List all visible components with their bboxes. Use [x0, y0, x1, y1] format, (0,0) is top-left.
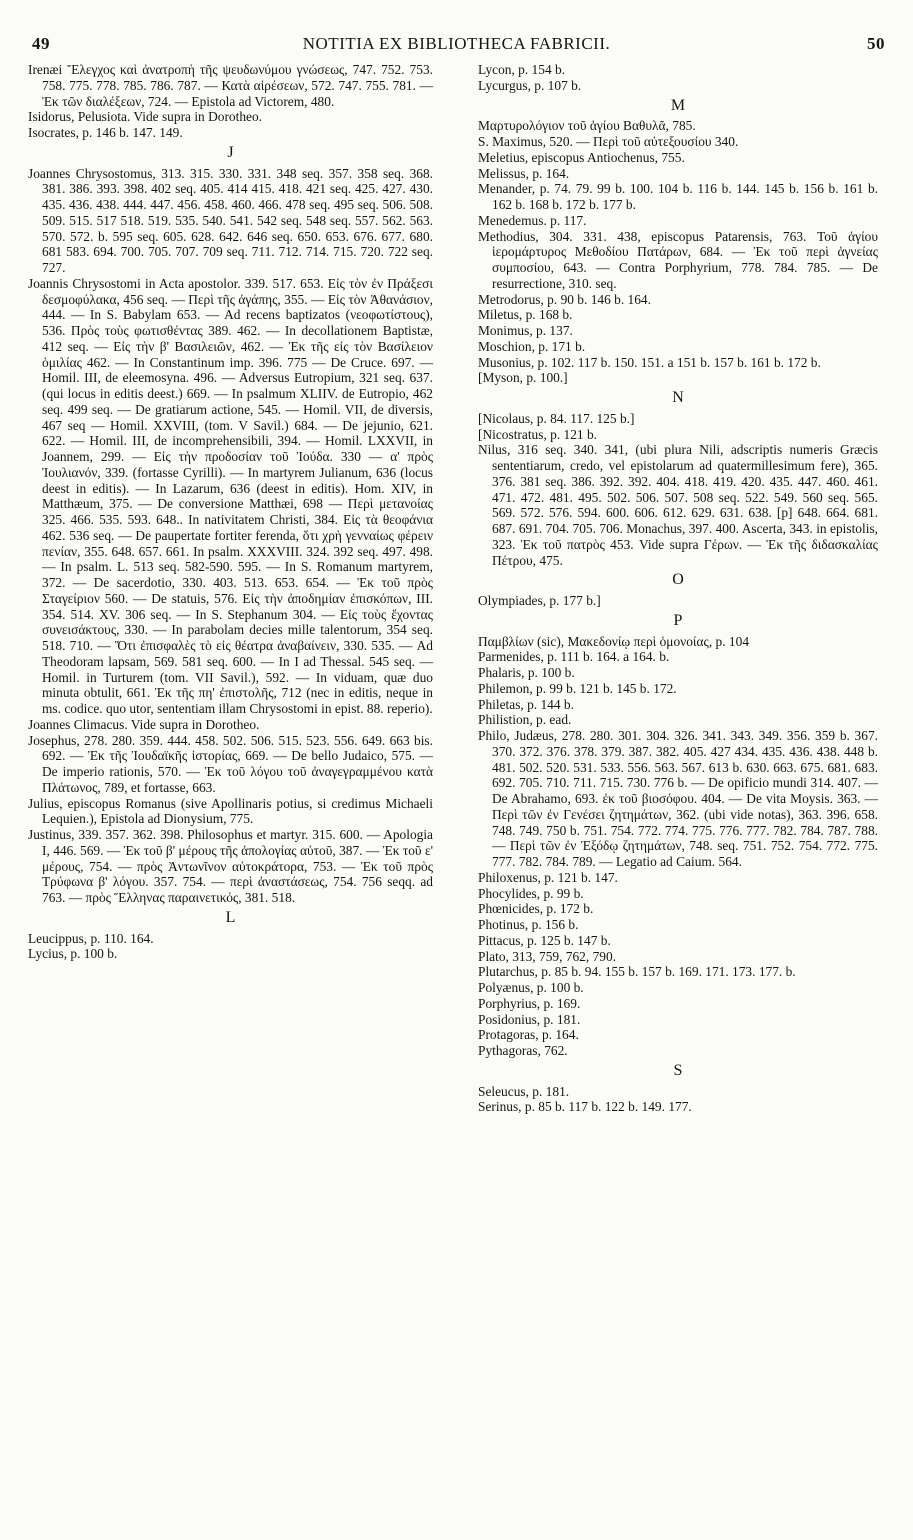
- index-entry: [Myson, p. 100.]: [478, 370, 568, 386]
- index-entry: Μαρτυρολόγιον τοῦ ἁγίου Βαθυλᾶ, 785.: [478, 118, 696, 134]
- index-entry: Josephus, 278. 280. 359. 444. 458. 502. 506. 515. 523. 556. 649. 663 bis. 692. — Ἐκ τῆς Ἰουδαϊκῆς ἱστορίας, 669. — De bello Judaico, 575. — De imperio rationis, 570. — Ἐκ τοῦ λόγου τοῦ ἀναγεγραμμένου κατὰ Πλάτωνος, 789, et fortasse, 663.: [28, 732, 433, 795]
- index-entry: [Nicolaus, p. 84. 117. 125 b.]: [478, 410, 635, 426]
- index-entry: Moschion, p. 171 b.: [478, 338, 586, 354]
- index-entry: Pythagoras, 762.: [478, 1043, 568, 1058]
- index-entry: Olympiades, p. 177 b.]: [478, 593, 601, 608]
- right-column: [478, 62, 878, 1115]
- index-entry: Lycurgus, p. 107 b.: [478, 77, 582, 93]
- index-entry: Meletius, episcopus Antiochenus, 755.: [478, 149, 685, 165]
- index-entry: Joannis Chrysostomi in Acta apostolor. 339. 517. 653. Εἰς τὸν ἐν Πράξεσι δεσμοφύλακα, 456 seq. — Περὶ τῆς ἀγάπης, 355. — Εἰς τὸν Ἀθανάσιον, 444. — In S. Babylam 653. — Ad recens baptizatos (νεοφωτίστους), 536. Πρὸς τοὺς φωτισθέντας 389. 462. — In decollationem Baptistæ, 412 seq. — Εἰς τὴν β' Βασιλειῶν, 462. — Ἐκ τῆς εἰς τὸν Βασίλειον ὁμιλίας 462. — In Constantinum imp. 396. 775 — De Cruce. 697. — Homil. III, de eleemosyna. 496. — Adversus Eutropium, 321 seq. 637. (qui locus in editis deest.) 669. — In psalmum XLIIV. de Eutropio, 462 seq. 499 seq. — De gratiarum actione, 545. — Homil. VII, de diversis, 467 seq — Homil. XXVIII, (tom. V Savil.) 684. — De jejunio, 621. 622. — Homil. III, de incomprehensibili, 394. — Homil. LXXVII, in Joannem, 299. — Εἰς τὴν προδοσίαν τοῦ Ἰούδα. 330 — α' πρὸς Ἰουλιανόν, 339. (fortasse Cyrilli). — In martyrem Julianum, 636 (locus deest in editis). — In Lazarum, 636 (deest in editis). Hom. XIV, in Matthæum, 375. — De conversione Matthæi, 698 — Περὶ μετανοίας 325. 466. 535. 593. 648.. In nativitatem Christi, 384. Εἰς τὰ θεοφάνια 462. 536 seq. — De paupertate fortiter ferenda, ὅτι χρὴ γενναίως φέρειν πενίαν, 355. 648. 657. 661. In psalm. XXXVIII. 324. 392 seq. 497. 498. — In psalm. L. 513 seq. 582-590. 595. — In S. Romanum martyrem, 372. — De sacerdotio, 330. 403. 513. 653. 654. — Ἐκ τοῦ πρὸς Σταγείριον 560. — De statuis, 576. Εἰς τὴν ἀποδημίαν ἐπισκόπων, III. 354. 514. XV. 306 seq. — In S. Stephanum 304. — Εἰς τοὺς ἔχοντας συνεισάκτους, 330. — In parabolam decies mille talentorum, 354 seq. 518. 710. — Ὅτι ἐπισφαλὲς τὸ εἰς θέατρα ἀναβαίνειν, 330. 535. — Ad Theodoram lapsam, 569. 581 seq. 600. — In I ad Thessal. 545 seq. — Homil. in Turturem (tom. VII Savil.), 592. — In viduam, quæ duo minuta obtulit, 661. Ἐκ τῆς πη' ἐπιστολῆς, 712 (nec in editis, neque in ms. codice. quo utor, sententiam illam Chrysostomi in epist. 88. reperio).: [28, 275, 433, 716]
- section-letter: S: [673, 1061, 683, 1079]
- index-entry: Plutarchus, p. 85 b. 94. 155 b. 157 b. 169. 171. 173. 177. b.: [478, 964, 796, 980]
- section-letter: O: [672, 571, 684, 589]
- section-letter: J: [227, 143, 234, 161]
- index-entry: Phocylides, p. 99 b.: [478, 885, 584, 901]
- index-entry: Philo, Judæus, 278. 280. 301. 304. 326. 341. 343. 349. 356. 359 b. 367. 370. 372. 376. 378. 379. 387. 382. 405. 427 434. 435. 436. 438. 448 b. 481. 502. 520. 531. 533. 556. 563. 567. 613 b. 630. 663. 675. 681. 683. 692. 705. 710. 711. 715. 730. 776 b. — De opificio mundi 314. 407. — De Abrahamo, 693. ἐκ τοῦ βιοσόφου. 404. — De vita Moysis. 363. — Περὶ τῶν ἐν Γενέσει ζητημάτων, 362. (ubi vide notas), 363. 396. 658. 748. 749. 750 b. 751. 754. 772. 774. 775. 776. 777. 782. 784. 787. 788. — Περὶ τῶν ἐν Ἐξόδῳ ζητημάτων, 748. seq. 751. 752. 754. 772. 775. 777. 782. 784. 789. — Legatio ad Caium. 564.: [478, 728, 878, 869]
- left-column: [28, 62, 433, 962]
- index-entry: S. Maximus, 520. — Περὶ τοῦ αὐτεξουσίου 340.: [478, 134, 739, 149]
- index-entry: Joannes Chrysostomus, 313. 315. 330. 331. 348 seq. 357. 358 seq. 368. 381. 386. 393. 398. 402 seq. 405. 414 415. 418. 421 seq. 425. 427. 430. 435. 436. 438. 444. 447. 456. 458. 460. 466. 478 seq. 495 seq. 506. 508. 509. 515. 517 518. 519. 535. 540. 541. 542 seq. 548 seq. 557. 562. 563. 570. 572. b. 595 seq. 605. 628. 642. 646 seq. 650. 653. 676. 677. 680. 681 583. 694. 700. 705. 707. 709 seq. 711. 712. 714. 715. 720. 722 seq. 727.: [28, 165, 433, 275]
- index-entry: Menedemus. p. 117.: [478, 212, 587, 228]
- left-page-number: 49: [32, 34, 50, 53]
- index-entry: Menander, p. 74. 79. 99 b. 100. 104 b. 116 b. 144. 145 b. 156 b. 161 b. 162 b. 168 b. 172 b. 177 b.: [478, 181, 878, 212]
- index-entry: Pittacus, p. 125 b. 147 b.: [478, 932, 611, 948]
- index-entry: Justinus, 339. 357. 362. 398. Philosophus et martyr. 315. 600. — Apologia I, 446. 569. — Ἐκ τοῦ β' μέρους τῆς ἀπολογίας αὐτοῦ, 387. — Ἐκ τοῦ ε' μέρους, 754. — πρὸς Ἀντωνῖνον αὐτοκράτορα, 753. — Ἐκ τοῦ πρὸς Τρύφωνα β' λόγου. 357. 754. — περὶ ἀναστάσεως, 754. 756 seqq. ad 763. — πρὸς Ἕλληνας παραινετικός, 381. 518.: [28, 827, 433, 905]
- page-header: [22, 34, 891, 58]
- index-entry: Seleucus, p. 181.: [478, 1083, 570, 1099]
- index-entry: Serinus, p. 85 b. 117 b. 122 b. 149. 177.: [478, 1099, 692, 1115]
- index-entry: Parmenides, p. 111 b. 164. a 164. b.: [478, 649, 670, 665]
- section-letter: N: [672, 389, 684, 406]
- section-letter: M: [670, 96, 686, 114]
- right-page-number: 50: [867, 34, 885, 53]
- index-entry: Miletus, p. 168 b.: [478, 307, 573, 323]
- index-entry: Philoxenus, p. 121 b. 147.: [478, 869, 618, 885]
- index-entry: Phœnicides, p. 172 b.: [478, 901, 594, 917]
- index-entry: Plato, 313, 759, 762, 790.: [478, 948, 616, 964]
- index-entry: Isidorus, Pelusiota. Vide supra in Dorotheo.: [28, 109, 263, 125]
- index-entry: Photinus, p. 156 b.: [478, 917, 579, 932]
- index-entry: Lycius, p. 100 b.: [28, 946, 118, 962]
- index-entry: Protagoras, p. 164.: [478, 1027, 579, 1043]
- index-entry: Philetas, p. 144 b.: [478, 696, 574, 712]
- index-entry: Irenæi Ἔλεγχος καὶ ἀνατροπὴ τῆς ψευδωνύμου γνώσεως, 747. 752. 753. 758. 775. 778. 785. 786. 787. — Κατὰ αἱρέσεων, 572. 747. 755. 781. — Ἐκ τῶν διαλέξεων, 724. — Epistola ad Victorem, 480.: [28, 62, 433, 109]
- section-letter: P: [673, 611, 683, 629]
- index-entry: Παμβλίων (sic), Μακεδονίῳ περὶ ὁμονοίας, p. 104: [478, 633, 750, 649]
- index-entry: Nilus, 316 seq. 340. 341, (ubi plura Nili, adscriptis numeris Græcis sententiarum, credo, vel epistolarum ad quatermillesimum fere), 365. 376. 381 seq. 386. 392. 392. 404. 418. 419. 420. 435. 447. 460. 461. 471. 472. 481. 495. 502. 506. 507. 508 seq. 522. 549. 560 seq. 565. 569. 572. 576. 594. 600. 606. 612. 629. 631. 638. [p] 648. 664. 681. 687. 691. 704. 705. 706. Monachus, 397. 400. Ascerta, 343. in epistolis, 323. Ἐκ τοῦ πατρὸς 453. Vide supra Γέρων. — Ἐκ τῆς διδασκαλίας Πέτρου, 475.: [478, 442, 878, 568]
- index-entry: [Nicostratus, p. 121 b.: [478, 426, 598, 442]
- index-entry: Lycon, p. 154 b.: [478, 62, 566, 77]
- index-entry: Joannes Climacus. Vide supra in Dorotheo.: [28, 716, 260, 732]
- index-entry: Musonius, p. 102. 117 b. 150. 151. a 151 b. 157 b. 161 b. 172 b.: [478, 354, 821, 370]
- index-entry: Isocrates, p. 146 b. 147. 149.: [28, 125, 183, 140]
- index-entry: Julius, episcopus Romanus (sive Apollinaris potius, si credimus Michaeli Lequien.), Epistola ad Dionysium, 775.: [28, 795, 433, 827]
- index-entry: Phalaris, p. 100 b.: [478, 665, 575, 680]
- index-entry: Philemon, p. 99 b. 121 b. 145 b. 172.: [478, 680, 677, 696]
- index-entry: Melissus, p. 164.: [478, 165, 570, 181]
- index-entry: Metrodorus, p. 90 b. 146 b. 164.: [478, 291, 651, 307]
- index-entry: Monimus, p. 137.: [478, 323, 573, 338]
- section-letter: L: [225, 908, 236, 926]
- index-entry: Porphyrius, p. 169.: [478, 995, 581, 1011]
- index-entry: Posidonius, p. 181.: [478, 1011, 581, 1027]
- index-entry: Methodius, 304. 331. 438, episcopus Patarensis, 763. Τοῦ ἁγίου ἱερομάρτυρος Μεθοδίου Πατάρων, 684. — Ἐκ τοῦ περὶ ἁγνείας συμποσίου, 643. — Contra Porphyrium, 778. 784. 785. — De resurrectione, 310. seq.: [478, 228, 878, 291]
- index-entry: Polyænus, p. 100 b.: [478, 980, 584, 995]
- index-entry: Leucippus, p. 110. 164.: [28, 930, 154, 946]
- running-title: NOTITIA EX BIBLIOTHECA FABRICII.: [302, 34, 611, 53]
- index-entry: Philistion, p. ead.: [478, 712, 572, 728]
